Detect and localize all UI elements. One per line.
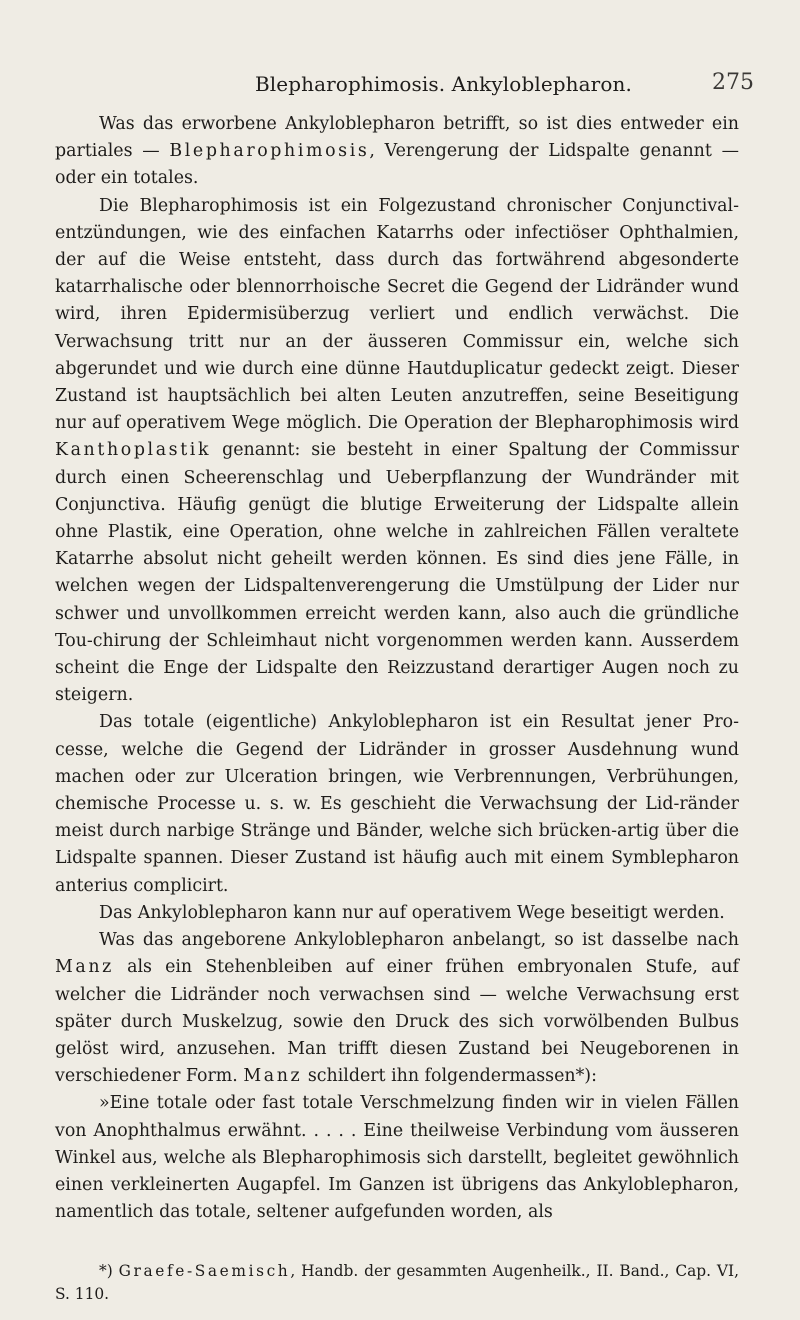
text-run: schildert ihn folgendermassen*): [302, 1066, 597, 1087]
footnote-marker: *) [99, 1262, 119, 1280]
paragraph [55, 111, 739, 193]
text-run: Das Ankyloblepharon kann nur auf operativem Wege beseitigt werden. [99, 902, 725, 923]
page-number: 275 [712, 70, 754, 95]
footnote-author: Graefe-Saemisch [118, 1262, 291, 1280]
running-head: Blepharophimosis. Ankyloblepharon. [255, 72, 632, 96]
spaced-name: Manz [55, 957, 114, 978]
text-run: Die Blepharophimosis ist ein Folgezustand chronischer Conjunctival-entzündungen, wie des einfachen Katarrhs oder infectiöser Ophthalmien, der auf die Weise entsteht, dass durch das fortwährend abgesonderte katarrhalische oder blennorrhoische Secret die Gegend der Lidränder wund wird, ihren Epidermisüberzug verliert und endlich verwächst. Die Verwachsung tritt nur an der äusseren Commissur ein, welche sich abgerundet und wie durch eine dünne Hautduplicatur gedeckt zeigt. Dieser Zustand ist hauptsächlich bei alten Leuten anzutreffen, seine Beseitigung nur auf operativem Wege möglich. Die Operation der Blepharophimosis wird [55, 195, 739, 434]
footnote-citation: , Handb. der gesammten Augenheilk., II. Band., Cap. VI, S. 110. [55, 1262, 740, 1303]
footnote [55, 1260, 739, 1306]
paragraph [55, 1090, 739, 1226]
spaced-name: Manz [243, 1066, 303, 1087]
paragraph [55, 900, 739, 927]
text-run: Was das angeborene Ankyloblepharon anbelangt, so ist dasselbe nach [99, 930, 739, 951]
text-run: Das totale (eigentliche) Ankyloblepharon ist ein Resultat jener Pro-cesse, welche die Gegend der Lidränder in grosser Ausdehnung wund machen oder zur Ulceration bringen, wie Verbrennungen, Verbrühungen, chemische Processe u. s. w. Es geschieht die Verwachsung der Lid-ränder meist durch narbige Stränge und Bänder, welche sich brücken-artig über die Lidspalte spannen. Dieser Zustand ist häufig auch mit einem Symblepharon anterius complicirt. [55, 712, 739, 896]
text-run: als ein Stehenbleiben auf einer frühen embryonalen Stufe, auf welcher die Lidränder noch verwachsen sind — welche Verwachsung erst später durch Muskelzug, sowie den Druck des sich vorwölbenden Bulbus gelöst wird, anzusehen. Man trifft diesen Zustand bei Neugeborenen in verschiedener Form. [55, 957, 739, 1087]
spaced-name: Blepharophimosis [169, 141, 370, 162]
text-run: genannt: sie besteht in einer Spaltung der Commissur durch einen Scheerenschlag und Ueberpflanzung der Wundränder mit Conjunctiva. Häufig genügt die blutige Erweiterung der Lidspalte allein ohne Plastik, eine Operation, ohne welche in zahlreichen Fällen veraltete Katarrhe absolut nicht geheilt werden können. Es sind dies jene Fälle, in welchen wegen der Lidspaltenverengerung die Umstülpung der Lider nur schwer und unvollkommen erreicht werden kann, also auch die gründliche Tou-chirung der Schleimhaut nicht vorgenommen werden kann. Ausserdem scheint die Enge der Lidspalte den Reizzustand derartiger Augen noch zu steigern. [55, 440, 739, 706]
text-run: , Verengerung der Lidspalte genannt — oder ein totales. [55, 141, 739, 189]
footnote-text [55, 1260, 739, 1306]
text-run: Was das erworbene Ankyloblepharon betrifft, so ist dies entweder ein partiales — [55, 114, 739, 162]
paragraph [55, 927, 739, 1090]
body-text [55, 111, 739, 1226]
spaced-name: Kanthoplastik [55, 440, 212, 461]
paragraph [55, 709, 739, 899]
page-header [0, 72, 800, 102]
text-run: »Eine totale oder fast totale Verschmelzung finden wir in vielen Fällen von Anophthalmus erwähnt. . . . . Eine theilweise Verbindung vom äusseren Winkel aus, welche als Blepharophimosis sich darstellt, begleitet gewöhnlich einen verkleinerten Augapfel. Im Ganzen ist übrigens das Ankyloblepharon, namentlich das totale, seltener aufgefunden worden, als [55, 1093, 739, 1223]
paragraph [55, 193, 739, 710]
